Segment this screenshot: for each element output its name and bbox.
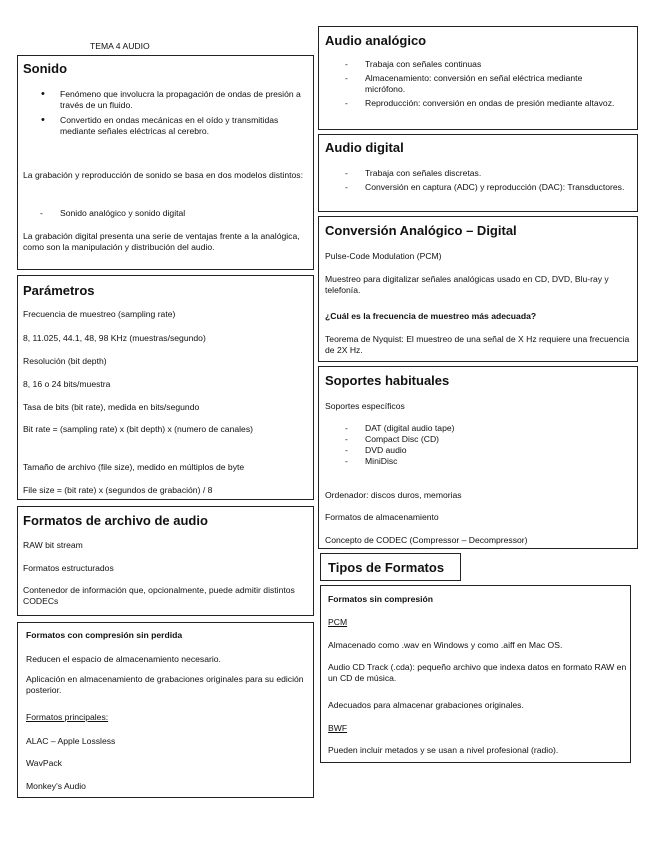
list-item: - Sonido analógico y sonido digital [60, 208, 305, 219]
list-item: - Reproducción: conversión en ondas de presión mediante altavoz. [365, 98, 615, 109]
digital-list [365, 168, 625, 193]
subheading: BWF [328, 723, 348, 733]
paragraph: Muestreo para digitalizar señales analógicas usado en CD, DVD, Blu-ray y telefonía. [325, 274, 609, 295]
section-audio-digital [318, 134, 638, 212]
list-item: - Conversión en captura (ADC) y reproducción (DAC): Transductores. [365, 182, 625, 193]
list-item: - DAT (digital audio tape) [365, 423, 615, 434]
paragraph: Adecuados para almacenar grabaciones originales. [328, 700, 524, 710]
paragraph: RAW bit stream [23, 540, 83, 550]
list-item: WavPack [26, 758, 62, 768]
paragraph: 8, 16 o 24 bits/muestra [23, 379, 111, 389]
subheading: Formatos principales: [26, 712, 109, 722]
paragraph: Ordenador: discos duros, memorias [325, 490, 462, 500]
paragraph: Pueden incluir metados y se usan a nivel profesional (radio). [328, 745, 559, 755]
paragraph: Teorema de Nyquist: El muestreo de una señal de X Hz requiere una frecuencia de 2X Hz. [325, 334, 630, 355]
paragraph: Audio CD Track (.cda): pequeño archivo que indexa datos en formato RAW en un CD de música. [328, 662, 627, 683]
section-sin-compresion [320, 585, 631, 763]
section-audio-analogico [318, 26, 638, 130]
section-title: Tipos de Formatos [328, 560, 445, 575]
list-item: - DVD audio [365, 445, 615, 456]
section-soportes [318, 366, 638, 549]
section-title: Formatos con compresión sin perdida [26, 630, 183, 640]
list-item: - Compact Disc (CD) [365, 434, 615, 445]
document-title: TEMA 4 AUDIO [90, 41, 150, 51]
paragraph: 8, 11.025, 44.1, 48, 98 KHz (muestras/segundo) [23, 333, 206, 343]
paragraph: Concepto de CODEC (Compressor – Decompressor) [325, 535, 528, 545]
paragraph: File size = (bit rate) x (segundos de grabación) / 8 [23, 485, 213, 495]
section-tipos-formatos [320, 553, 461, 581]
section-conversion [318, 216, 638, 362]
section-title: Conversión Analógico – Digital [325, 223, 517, 238]
paragraph: Formatos de almacenamiento [325, 512, 439, 522]
section-title: Formatos sin compresión [328, 594, 434, 604]
soportes-list [365, 423, 615, 467]
list-item: • Fenómeno que involucra la propagación de ondas de presión a través de un fluido. [60, 89, 305, 111]
section-sonido [17, 55, 314, 270]
paragraph: Tasa de bits (bit rate), medida en bits/segundo [23, 402, 200, 412]
list-item: ALAC – Apple Lossless [26, 736, 116, 746]
section-title: Parámetros [23, 283, 95, 298]
paragraph: Reducen el espacio de almacenamiento necesario. [26, 654, 221, 664]
section-parametros [17, 275, 314, 500]
analogico-list [365, 59, 615, 109]
subheading: PCM [328, 617, 348, 627]
section-title: Formatos de archivo de audio [23, 513, 208, 528]
paragraph: Soportes específicos [325, 401, 405, 411]
paragraph: Resolución (bit depth) [23, 356, 107, 366]
sonido-dash-list [60, 208, 305, 219]
section-formatos-archivo [17, 506, 314, 616]
paragraph: La grabación y reproducción de sonido se basa en dos modelos distintos: [23, 170, 303, 180]
section-title: Audio analógico [325, 33, 427, 48]
paragraph: Tamaño de archivo (file size), medido en múltiplos de byte [23, 462, 245, 472]
section-title: Audio digital [325, 140, 404, 155]
sonido-bullets [60, 89, 305, 137]
section-title: Soportes habituales [325, 373, 450, 388]
section-title: Sonido [23, 61, 68, 76]
paragraph: Pulse-Code Modulation (PCM) [325, 251, 442, 261]
list-item: Monkey's Audio [26, 781, 86, 791]
paragraph: Almacenado como .wav en Windows y como .aiff en Mac OS. [328, 640, 563, 650]
list-item: • Convertido en ondas mecánicas en el oído y transmitidas mediante señales eléctricas al cerebro. [60, 115, 305, 137]
question: ¿Cuál es la frecuencia de muestreo más adecuada? [325, 311, 537, 321]
paragraph: Formatos estructurados [23, 563, 114, 573]
paragraph: Bit rate = (sampling rate) x (bit depth) x (numero de canales) [23, 424, 253, 434]
paragraph: Frecuencia de muestreo (sampling rate) [23, 309, 176, 319]
paragraph: Aplicación en almacenamiento de grabaciones originales para su edición posterior. [26, 674, 304, 695]
section-compresion-sin-perdida [17, 622, 314, 798]
paragraph: Contenedor de información que, opcionalmente, puede admitir distintos CODECs [23, 585, 295, 606]
list-item: - Trabaja con señales continuas [365, 59, 615, 70]
list-item: - MiniDisc [365, 456, 615, 467]
list-item: - Trabaja con señales discretas. [365, 168, 625, 179]
list-item: - Almacenamiento: conversión en señal eléctrica mediante micrófono. [365, 73, 615, 95]
paragraph: La grabación digital presenta una serie de ventajas frente a la analógica, como son la manipulación y distribución del audio. [23, 231, 300, 252]
